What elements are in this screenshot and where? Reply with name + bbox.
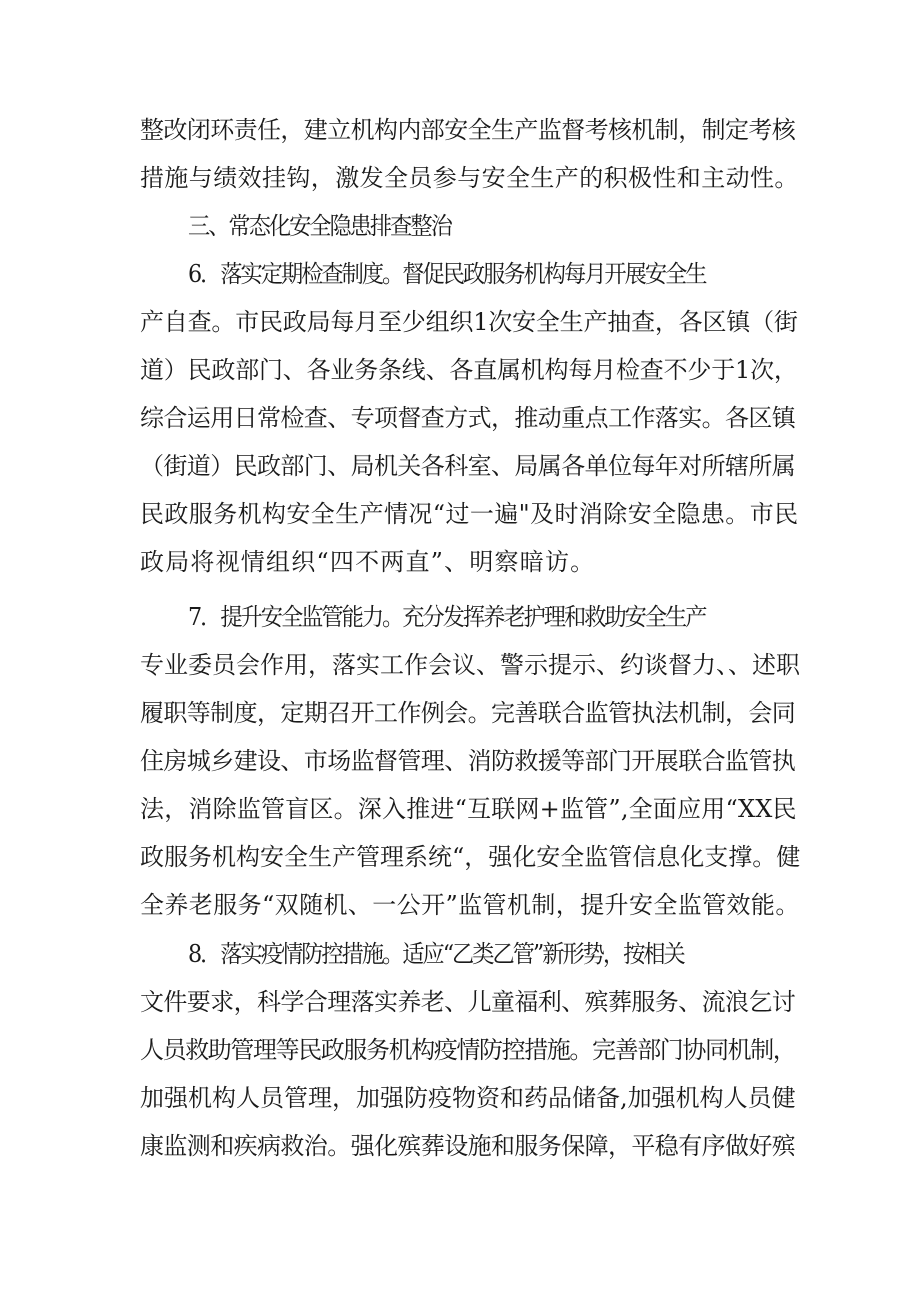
text-line: 文件要求，科学合理落实养老、儿童福利、殡葬服务、流浪乞讨 <box>140 988 796 1016</box>
text-line: 产自查。市民政局每月至少组织1次安全生产抽查，各区镇（街 <box>140 308 798 336</box>
text-line: 措施与绩效挂钩，激发全员参与安全生产的积极性和主动性。 <box>140 164 799 192</box>
text-line: （街道）民政部门、局机关各科室、局属各单位每年对所辖所属 <box>140 452 796 480</box>
text-line: 政局将视情组织“四不两直”、明察暗访。 <box>140 548 596 576</box>
text-line: 康监测和疾病救治。强化殡葬设施和服务保障，平稳有序做好殡 <box>140 1132 796 1160</box>
text-line: 加强机构人员管理，加强防疫物资和药品储备,加强机构人员健 <box>140 1084 796 1112</box>
text-line: 8．落实疫情防控措施。适应“乙类乙管”新形势，按相关 <box>188 940 684 968</box>
text-line: 综合运用日常检查、专项督查方式，推动重点工作落实。各区镇 <box>140 404 796 432</box>
text-line: 整改闭环责任，建立机构内部安全生产监督考核机制，制定考核 <box>140 116 796 144</box>
text-line: 道）民政部门、各业务条线、各直属机构每月检查不少于1次， <box>140 356 798 384</box>
text-line: 政服务机构安全生产管理系统“，强化安全监管信息化支撑。健 <box>140 843 801 871</box>
section-heading: 三、常态化安全隐患排查整治 <box>188 212 451 240</box>
text-line: 履职等制度，定期召开工作例会。完善联合监管执法机制，会同 <box>140 699 796 727</box>
text-line: 7．提升安全监管能力。充分发挥养老护理和救助安全生产 <box>188 603 706 631</box>
text-line: 民政服务机构安全生产情况“过一遍"及时消除安全隐患。市民 <box>140 500 799 528</box>
text-line: 6．落实定期检查制度。督促民政服务机构每月开展安全生 <box>188 260 706 288</box>
text-line: 住房城乡建设、市场监督管理、消防救援等部门开展联合监管执 <box>140 747 796 775</box>
text-line: 法，消除监管盲区。深入推进“互联网+监管”,全面应用“XX民 <box>140 795 797 823</box>
text-line: 全养老服务“双随机、一公开”监管机制，提升安全监管效能。 <box>140 891 800 919</box>
text-line: 人员救助管理等民政服务机构疫情防控措施。完善部门协同机制， <box>140 1036 796 1064</box>
text-line: 专业委员会作用，落实工作会议、警示提示、约谈督力、、述职 <box>140 651 800 679</box>
